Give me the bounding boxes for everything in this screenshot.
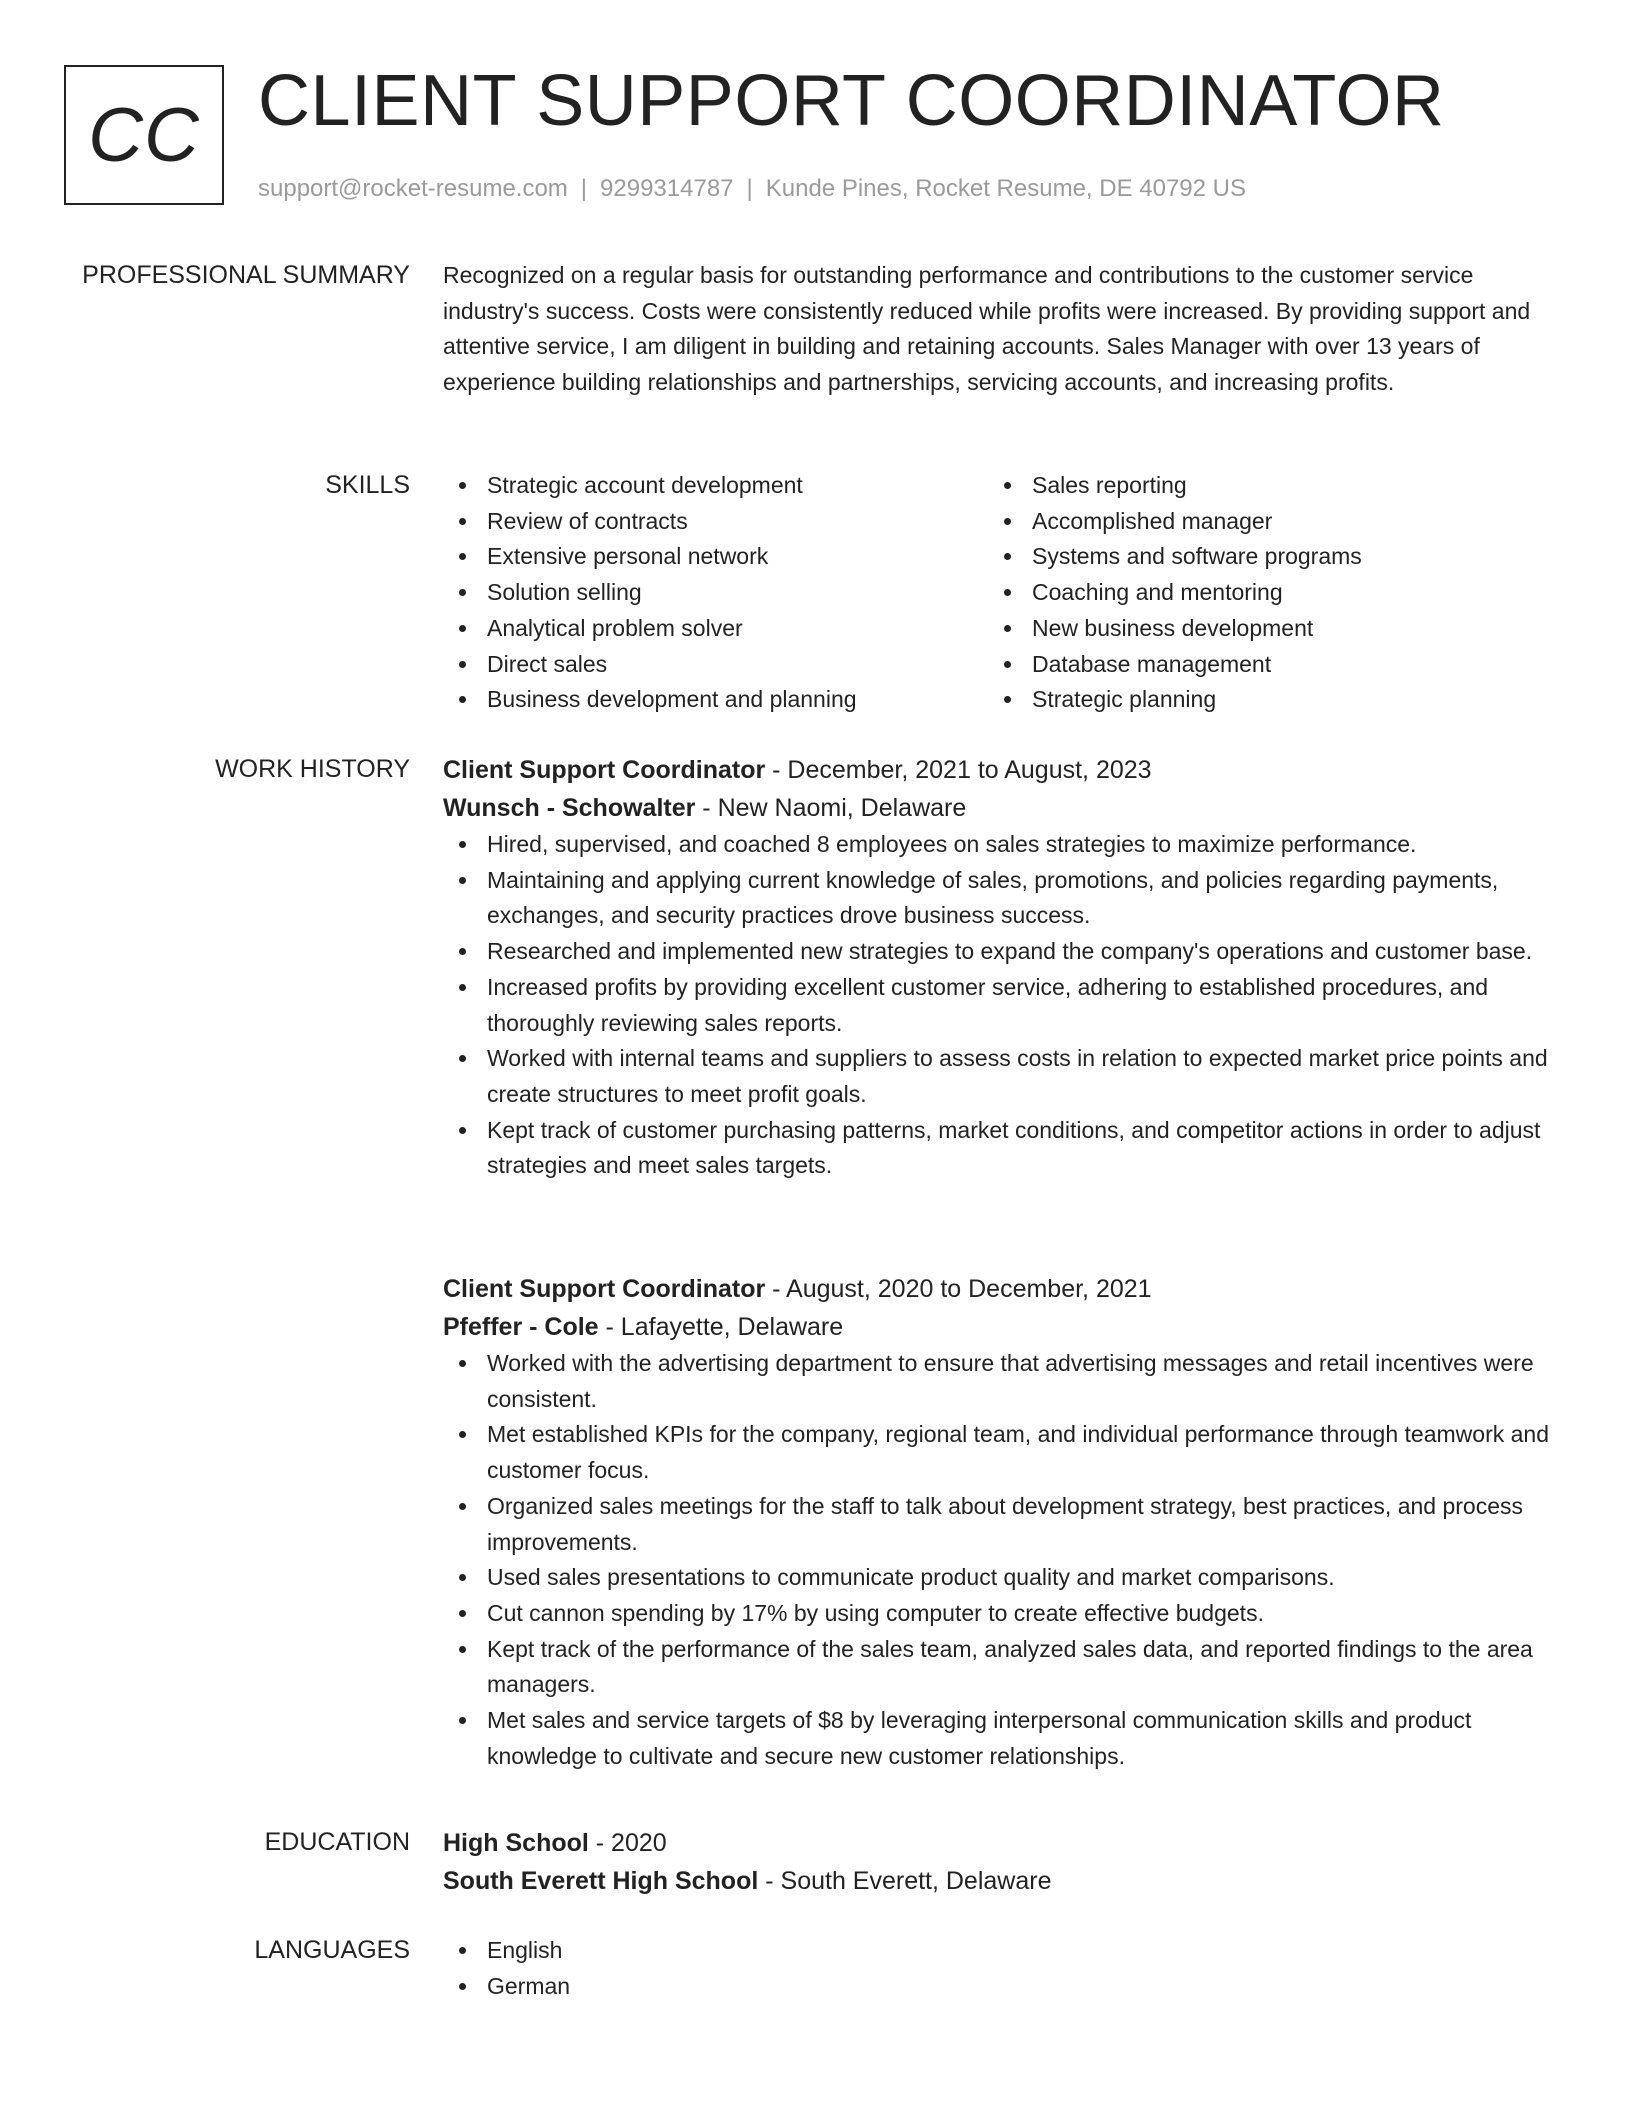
list-item: Worked with the advertising department to ensure that advertising messages and retail incentives were consistent. — [443, 1346, 1553, 1417]
job-company-line — [443, 789, 1553, 827]
contact-separator: | — [580, 175, 588, 202]
list-item: Kept track of customer purchasing patterns, market conditions, and competitor actions in order to adjust strategies and meet sales targets. — [443, 1113, 1553, 1184]
list-item: Strategic planning — [988, 682, 1533, 718]
list-item: Database management — [988, 647, 1533, 683]
list-item: Coaching and mentoring — [988, 575, 1533, 611]
list-item: Business development and planning — [443, 682, 988, 718]
job-location: - New Naomi, Delaware — [695, 794, 967, 822]
monogram-text: CC — [88, 92, 200, 178]
job-dates: - December, 2021 to August, 2023 — [765, 756, 1152, 784]
job-dates: - August, 2020 to December, 2021 — [765, 1275, 1152, 1303]
list-item: Hired, supervised, and coached 8 employees on sales strategies to maximize performance. — [443, 827, 1553, 863]
job-role-line — [443, 1270, 1553, 1308]
list-item: Strategic account development — [443, 468, 988, 504]
list-item: Worked with internal teams and suppliers to assess costs in relation to expected market price points and create structures to meet profit goals. — [443, 1041, 1553, 1112]
list-item: German — [443, 1969, 1553, 2005]
list-item: Systems and software programs — [988, 539, 1533, 575]
list-item: Analytical problem solver — [443, 611, 988, 647]
skills-list-right — [988, 468, 1533, 718]
job-duties — [443, 827, 1553, 1184]
list-item: Met sales and service targets of $8 by leveraging interpersonal communication skills and product knowledge to cultivate and secure new customer relationships. — [443, 1703, 1553, 1774]
section-title-education: EDUCATION — [264, 1828, 410, 1856]
contact-email: support@rocket-resume.com — [258, 175, 568, 202]
education-location: - South Everett, Delaware — [758, 1867, 1052, 1895]
job-entry — [443, 751, 1553, 1184]
list-item: Maintaining and applying current knowledge of sales, promotions, and policies regarding payments, exchanges, and security practices drove business success. — [443, 863, 1553, 934]
education-degree: High School — [443, 1829, 589, 1857]
job-duties — [443, 1346, 1553, 1774]
education-school: South Everett High School — [443, 1867, 759, 1895]
list-item: Met established KPIs for the company, regional team, and individual performance through teamwork and customer focus. — [443, 1417, 1553, 1488]
list-item: Researched and implemented new strategies to expand the company's operations and customer base. — [443, 934, 1553, 970]
job-role-line — [443, 751, 1553, 789]
list-item: Kept track of the performance of the sales team, analyzed sales data, and reported findings to the area managers. — [443, 1632, 1553, 1703]
list-item: Increased profits by providing excellent customer service, adhering to established procedures, and thoroughly reviewing sales reports. — [443, 970, 1553, 1041]
list-item: Cut cannon spending by 17% by using computer to create effective budgets. — [443, 1596, 1553, 1632]
list-item: Organized sales meetings for the staff to talk about development strategy, best practices, and process improvements. — [443, 1489, 1553, 1560]
contact-phone: 9299314787 — [600, 175, 734, 202]
contact-address: Kunde Pines, Rocket Resume, DE 40792 US — [765, 175, 1247, 202]
job-role: Client Support Coordinator — [443, 756, 766, 784]
monogram-logo — [64, 65, 224, 205]
skills-list-left — [443, 468, 988, 718]
skills-body — [443, 468, 1553, 718]
list-item: English — [443, 1933, 1553, 1969]
section-title-skills: SKILLS — [325, 471, 410, 499]
list-item: Direct sales — [443, 647, 988, 683]
job-company: Wunsch - Schowalter — [443, 794, 696, 822]
languages-body — [443, 1933, 1553, 2004]
list-item: Review of contracts — [443, 504, 988, 540]
education-degree-line — [443, 1824, 1553, 1862]
section-title-summary: PROFESSIONAL SUMMARY — [82, 261, 410, 289]
summary-text: Recognized on a regular basis for outstanding performance and contributions to the customer service industry's success. Costs were consistently reduced while profits were increased. By providing support and attentive service, I am diligent in building and retaining accounts. Sales Manager with over 13 years of experience building relationships and partnerships, servicing accounts, and increasing profits. — [443, 262, 1531, 396]
education-year: - 2020 — [588, 1829, 667, 1857]
list-item: Accomplished manager — [988, 504, 1533, 540]
job-company: Pfeffer - Cole — [443, 1313, 599, 1341]
list-item: New business development — [988, 611, 1533, 647]
job-role: Client Support Coordinator — [443, 1275, 766, 1303]
section-title-work: WORK HISTORY — [215, 755, 410, 783]
job-entry — [443, 1270, 1553, 1774]
list-item: Solution selling — [443, 575, 988, 611]
section-title-languages: LANGUAGES — [254, 1936, 410, 1964]
page-title: CLIENT SUPPORT COORDINATOR — [258, 61, 1445, 141]
education-body — [443, 1824, 1553, 1900]
skills-columns — [443, 468, 1553, 718]
job-company-line — [443, 1308, 1553, 1346]
contact-separator: | — [746, 175, 753, 202]
education-school-line — [443, 1862, 1553, 1900]
list-item: Used sales presentations to communicate product quality and market comparisons. — [443, 1560, 1553, 1596]
contact-line — [258, 173, 1246, 205]
job-location: - Lafayette, Delaware — [598, 1313, 844, 1341]
list-item: Sales reporting — [988, 468, 1533, 504]
list-item: Extensive personal network — [443, 539, 988, 575]
languages-list — [443, 1933, 1553, 2004]
